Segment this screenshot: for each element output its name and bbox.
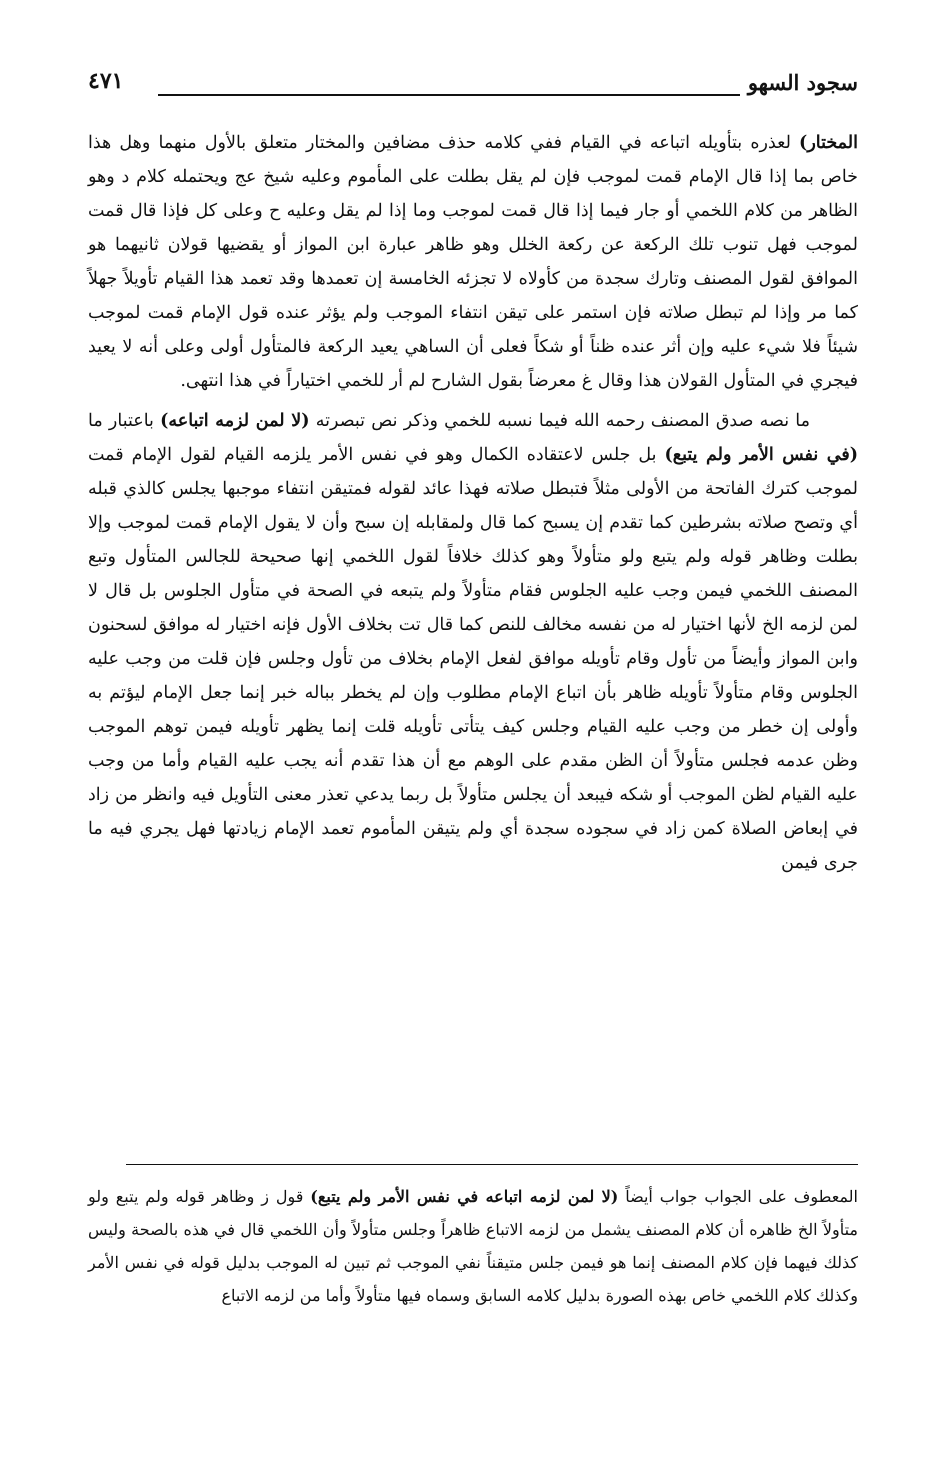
footnote-paragraph — [88, 1180, 858, 1312]
footnote — [88, 1180, 858, 1312]
footnote-text-a: المعطوف على الجواب جواب أيضاً — [618, 1187, 859, 1206]
paragraph-2-text-a: ما نصه صدق المصنف رحمه الله فيما نسبه للخمي وذكر نص تبصرته — [309, 411, 810, 431]
paragraph-2 — [88, 404, 858, 880]
paragraph-1 — [88, 126, 858, 398]
running-title: سجود السهو — [747, 70, 858, 95]
main-text — [88, 126, 858, 880]
paragraph-2-text-c: بل جلس لاعتقاده الكمال وهو في نفس الأمر يلزمه القيام لقول الإمام قمت لموجب كترك الفاتحة من الأولى مثلاً فتبطل صلاته فهذا عائد لقوله فمتيقن انتفاء موجبها يجلس كالذي قبله أي وتصح صلاته بشرطين كما تقدم إن يسبح كما قال ولمقابله إن سبح وأن لا يقول الإمام قمت لموجب وإلا بطلت وظاهر قوله ولم يتبع ولو متأولاً وهو كذلك خلافاً لقول اللخمي إنها صحيحة للجالس المتأول وتبع المصنف اللخمي فيمن وجب عليه الجلوس فقام متأولاً ولم يتبعه في الصحة في متأول الجلوس بل قال لا لمن لزمه الخ لأنها اختيار له من نفسه مخالف للنص كما قال تت بخلاف الأول فإنه اختيار له موافق لسحنون وابن المواز وأيضاً من تأول وقام تأويله موافق لفعل الإمام بخلاف من تأول وجلس فإن قلت من وجب عليه الجلوس وقام متأولاً تأويله ظاهر بأن اتباع الإمام مطلوب وإن لم يخطر بباله خبر إنما جعل الإمام ليؤتم به وأولى إن خطر من وجب عليه القيام وجلس كيف يتأتى تأويله قلت إنما يظهر تأويله فيمن توهم الموجب وظن عدمه فجلس متأولاً أن الظن مقدم على الوهم مع أن هذا تقدم أنه يجب عليه القيام وأما من وجب عليه القيام لظن الموجب أو شكه فيبعد أن يجلس متأولاً بل ربما يدعي تعذر معنى التأويل فيه وانظر من زاد في إبعاض الصلاة كمن زاد في سجوده سجدة أي ولم يتيقن المأموم تعمد الإمام زيادتها فهل يجري فيه ما جرى فيمن — [88, 445, 858, 873]
footnote-text-b: قول ز وظاهر قوله ولم يتبع ولو متأولاً الخ ظاهره أن كلام المصنف يشمل من لزمه الاتباع ظاهراً وجلس متأولاً وأن اللخمي قال في هذه بالصحة وليس كذلك فيهما فإن كلام المصنف إنما هو فيمن جلس متيقناً نفي الموجب ثم تبين له الموجب بدليل قوله في نفس الأمر وكذلك كلام اللخمي خاص بهذه الصورة بدليل كلامه السابق وسماه فيها متأولاً وأما من لزمه الاتباع — [88, 1187, 858, 1305]
page-number: ٤٧١ — [88, 68, 124, 94]
paragraph-1-text: لعذره بتأويله اتباعه في القيام ففي كلامه حذف مضافين والمختار متعلق بالأول منهما وهل هذا خاص بما إذا قال الإمام قمت لموجب فإن لم يقل بطلت على المأموم وعليه شيخ عج ويحتمله كلام د وهو الظاهر من كلام اللخمي أو جار فيما إذا قال قمت لموجب وما إذا لم يقل وعليه ح وعلى كل فإذا قال قمت لموجب فهل تنوب تلك الركعة عن ركعة الخلل وهو ظاهر عبارة ابن المواز أو يقضيها قولان ثانيهما هو الموافق لقول المصنف وتارك سجدة من كأولاه لا تجزئه الخامسة إن تعمدها وقد تعمد هذا القيام تأويلاً جهلاً كما مر وإذا لم تبطل صلاته فإن استمر على تيقن انتفاء الموجب ولم يؤثر عنده قول الإمام قمت لموجب شيئاً فلا شيء عليه وإن أثر عنده ظناً أو شكاً فعلى أن الساهي يعيد الركعة فالمتأول أولى وعلى أنه لا يعيد فيجري في المتأول القولان هذا وقال غ معرضاً بقول الشارح لم أر للخمي اختياراً في هذا انتهى. — [88, 133, 858, 391]
bold-term-mukhtar: المختار) — [799, 133, 858, 153]
footnote-rule — [126, 1164, 858, 1165]
paragraph-2-text-b: باعتبار ما — [88, 411, 161, 431]
footnote-bold-quote: (لا لمن لزمه اتباعه في نفس الأمر ولم يتبع) — [310, 1187, 619, 1206]
bold-quote-1: (لا لمن لزمه اتباعه) — [160, 411, 310, 431]
bold-quote-2: (في نفس الأمر ولم يتبع) — [664, 445, 858, 465]
header-rule — [158, 94, 740, 96]
page-header — [88, 64, 858, 108]
